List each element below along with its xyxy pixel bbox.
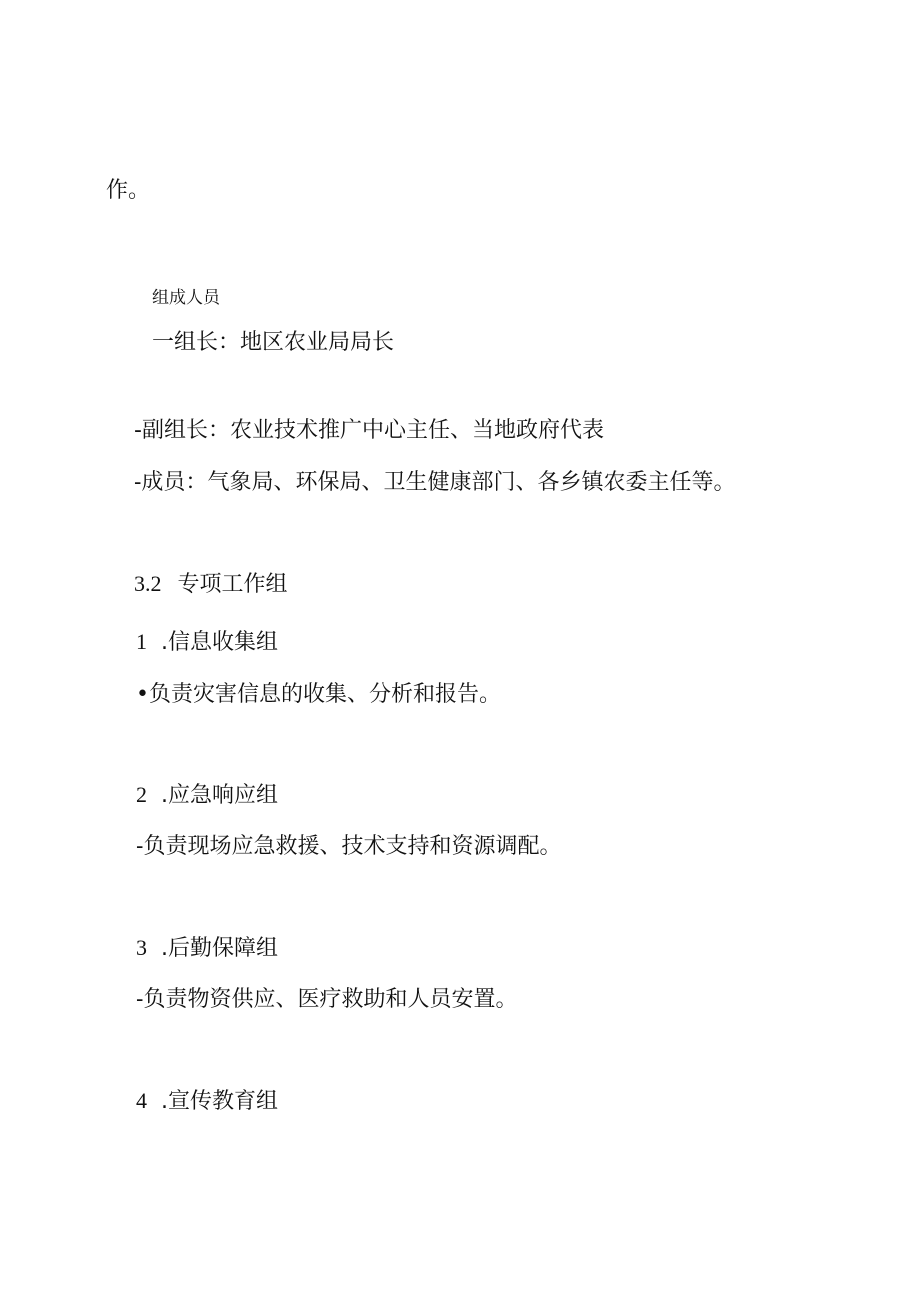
section-heading [134,573,288,596]
description-text: 负责物资供应、医疗救助和人员安置。 [143,987,518,1012]
leader-prefix: 一组长： [152,330,241,355]
group-title: .后勤保障组 [161,936,278,961]
continuation-text: 作。 [106,178,151,203]
group-description [136,836,561,858]
members-heading: 组成人员 [152,288,220,308]
group-number: 2 [136,782,147,807]
group-number: 4 [136,1088,147,1113]
description-text: 负责灾害信息的收集、分析和报告。 [148,682,501,707]
group-heading [136,784,278,807]
description-text: 负责现场应急救援、技术支持和资源调配。 [143,834,562,859]
deputy-value: 农业技术推广中心主任、当地政府代表 [229,418,604,443]
group-title: .信息收集组 [161,630,278,655]
section-title: 专项工作组 [177,572,288,597]
group-heading [136,937,278,960]
deputy-line [134,420,604,442]
group-description [136,989,517,1011]
group-heading [136,631,278,654]
deputy-prefix: -副组长： [134,418,230,443]
group-heading [136,1090,278,1113]
members-prefix: -成员： [134,470,208,495]
group-number: 3 [136,935,147,960]
leader-value: 地区农业局局长 [240,330,395,355]
bullet-marker: • [136,682,149,707]
dash-marker: - [136,987,144,1012]
group-title: .应急响应组 [161,783,278,808]
members-line [134,472,735,494]
group-title: .宣传教育组 [161,1089,278,1114]
group-description [136,684,501,706]
group-number: 1 [136,629,147,654]
dash-marker: - [136,834,144,859]
section-number: 3.2 [134,571,162,596]
leader-line [152,332,394,354]
members-value: 气象局、环保局、卫生健康部门、各乡镇农委主任等。 [207,470,736,495]
